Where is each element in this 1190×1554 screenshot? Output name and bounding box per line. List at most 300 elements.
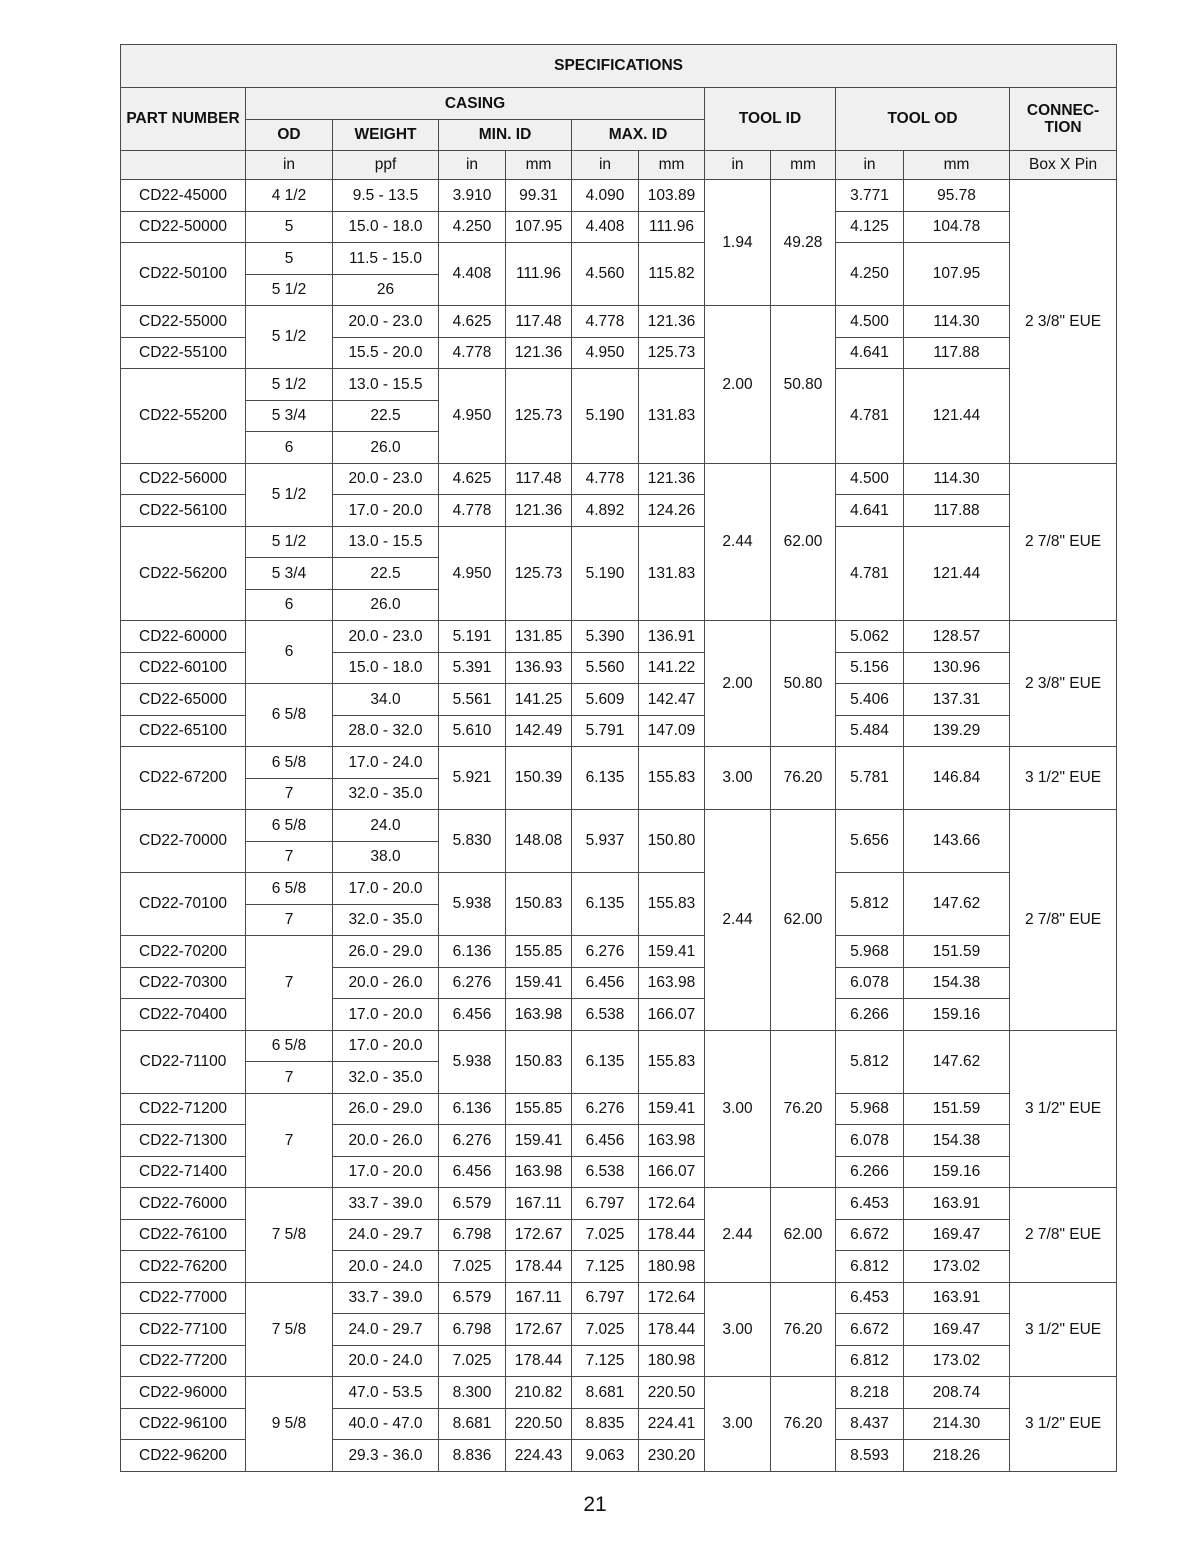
tool-od-mm-cell: 147.62	[904, 873, 1010, 936]
connection-cell: 3 1/2" EUE	[1010, 1030, 1117, 1188]
tool-id-in-cell: 2.44	[705, 810, 771, 1031]
max-id-mm-cell: 155.83	[639, 1030, 705, 1093]
tool-id-mm-cell: 76.20	[771, 747, 836, 810]
max-id-mm-cell: 155.83	[639, 747, 705, 810]
weight-cell: 15.5 - 20.0	[333, 337, 439, 369]
max-id-mm-cell: 131.83	[639, 526, 705, 621]
max-id-in-cell: 7.125	[572, 1251, 639, 1283]
min-id-in-cell: 8.300	[439, 1377, 506, 1409]
part-number-cell: CD22-70000	[121, 810, 246, 873]
tool-od-in-cell: 4.641	[836, 495, 904, 527]
min-id-in-cell: 6.276	[439, 967, 506, 999]
min-id-in-cell: 4.950	[439, 526, 506, 621]
part-number-cell: CD22-77200	[121, 1345, 246, 1377]
part-number-cell: CD22-50000	[121, 211, 246, 243]
weight-cell: 20.0 - 24.0	[333, 1345, 439, 1377]
tool-od-in-cell: 6.672	[836, 1219, 904, 1251]
max-id-in-cell: 6.276	[572, 936, 639, 968]
min-id-mm-cell: 142.49	[506, 715, 572, 747]
min-id-mm-cell: 117.48	[506, 463, 572, 495]
tool-od-in-cell: 4.500	[836, 463, 904, 495]
tool-od-in-cell: 8.437	[836, 1408, 904, 1440]
min-id-mm-cell: 121.36	[506, 495, 572, 527]
min-id-in-cell: 6.579	[439, 1188, 506, 1220]
max-id-mm-cell: 224.41	[639, 1408, 705, 1440]
tool-od-mm-cell: 163.91	[904, 1282, 1010, 1314]
tool-id-in-cell: 3.00	[705, 1030, 771, 1188]
min-id-in-cell: 7.025	[439, 1251, 506, 1283]
connection-cell: 2 7/8" EUE	[1010, 1188, 1117, 1283]
weight-cell: 26.0	[333, 589, 439, 621]
part-number-cell: CD22-76000	[121, 1188, 246, 1220]
max-id-mm-cell: 163.98	[639, 1125, 705, 1157]
min-id-in-cell: 6.456	[439, 1156, 506, 1188]
tool-od-in-cell: 6.078	[836, 1125, 904, 1157]
min-id-in-cell: 5.921	[439, 747, 506, 810]
part-number-cell: CD22-56000	[121, 463, 246, 495]
tool-od-mm-cell: 114.30	[904, 306, 1010, 338]
od-cell: 7	[246, 778, 333, 810]
table-row	[121, 306, 1117, 338]
od-cell: 6 5/8	[246, 1030, 333, 1062]
tool-od-mm-cell: 169.47	[904, 1219, 1010, 1251]
part-number-cell: CD22-70300	[121, 967, 246, 999]
weight-cell: 34.0	[333, 684, 439, 716]
max-id-mm-cell: 103.89	[639, 180, 705, 212]
tool-od-in-cell: 4.250	[836, 243, 904, 306]
weight-cell: 17.0 - 20.0	[333, 1156, 439, 1188]
part-number-cell: CD22-76200	[121, 1251, 246, 1283]
weight-cell: 17.0 - 20.0	[333, 873, 439, 905]
weight-cell: 33.7 - 39.0	[333, 1282, 439, 1314]
max-id-mm-cell: 180.98	[639, 1251, 705, 1283]
tool-od-mm-cell: 154.38	[904, 1125, 1010, 1157]
part-number-cell: CD22-77000	[121, 1282, 246, 1314]
max-id-mm-cell: 172.64	[639, 1188, 705, 1220]
weight-cell: 24.0 - 29.7	[333, 1219, 439, 1251]
tool-od-in-cell: 5.062	[836, 621, 904, 653]
min-id-in-cell: 6.276	[439, 1125, 506, 1157]
min-id-in-cell: 8.681	[439, 1408, 506, 1440]
max-id-in-cell: 5.190	[572, 526, 639, 621]
tool-id-in-cell: 3.00	[705, 1282, 771, 1377]
od-cell: 4 1/2	[246, 180, 333, 212]
weight-cell: 20.0 - 26.0	[333, 967, 439, 999]
min-id-in-cell: 4.408	[439, 243, 506, 306]
od-cell: 5 1/2	[246, 463, 333, 526]
max-id-in-cell: 6.135	[572, 1030, 639, 1093]
tool-id-mm-cell: 62.00	[771, 810, 836, 1031]
tool-od-mm-cell: 169.47	[904, 1314, 1010, 1346]
max-id-in-cell: 6.456	[572, 1125, 639, 1157]
weight-cell: 17.0 - 20.0	[333, 495, 439, 527]
part-number-cell: CD22-77100	[121, 1314, 246, 1346]
min-id-mm-cell: 172.67	[506, 1219, 572, 1251]
tool-od-in-cell: 4.125	[836, 211, 904, 243]
max-id-in-cell: 8.681	[572, 1377, 639, 1409]
tool-od-in-cell: 4.781	[836, 526, 904, 621]
max-id-mm-cell: 159.41	[639, 936, 705, 968]
part-number-cell: CD22-71200	[121, 1093, 246, 1125]
od-cell: 5	[246, 211, 333, 243]
od-cell: 5 1/2	[246, 306, 333, 369]
table-row	[121, 684, 1117, 716]
min-id-mm-cell: 125.73	[506, 526, 572, 621]
tool-od-mm-cell: 173.02	[904, 1251, 1010, 1283]
min-id-in-cell: 8.836	[439, 1440, 506, 1472]
max-id-in-cell: 4.950	[572, 337, 639, 369]
part-number-cell: CD22-70200	[121, 936, 246, 968]
od-cell: 5 1/2	[246, 274, 333, 306]
unit-cell: mm	[506, 151, 572, 180]
tool-od-in-cell: 6.812	[836, 1251, 904, 1283]
tool-od-in-cell: 6.078	[836, 967, 904, 999]
tool-od-mm-cell: 159.16	[904, 999, 1010, 1031]
unit-cell: mm	[639, 151, 705, 180]
min-id-mm-cell: 148.08	[506, 810, 572, 873]
min-id-in-cell: 5.391	[439, 652, 506, 684]
max-id-in-cell: 6.538	[572, 999, 639, 1031]
tool-od-in-cell: 4.500	[836, 306, 904, 338]
part-number-cell: CD22-55000	[121, 306, 246, 338]
tool-od-in-cell: 4.641	[836, 337, 904, 369]
min-id-in-cell: 7.025	[439, 1345, 506, 1377]
max-id-in-cell: 4.090	[572, 180, 639, 212]
tool-od-in-cell: 4.781	[836, 369, 904, 464]
min-id-in-cell: 6.798	[439, 1314, 506, 1346]
min-id-mm-cell: 150.39	[506, 747, 572, 810]
tool-od-mm-cell: 214.30	[904, 1408, 1010, 1440]
max-id-in-cell: 6.538	[572, 1156, 639, 1188]
tool-od-mm-cell: 163.91	[904, 1188, 1010, 1220]
part-number-cell: CD22-96200	[121, 1440, 246, 1472]
weight-cell: 32.0 - 35.0	[333, 1062, 439, 1094]
max-id-in-cell: 6.276	[572, 1093, 639, 1125]
max-id-mm-cell: 141.22	[639, 652, 705, 684]
max-id-in-cell: 5.937	[572, 810, 639, 873]
od-cell: 7 5/8	[246, 1188, 333, 1283]
min-id-in-cell: 5.830	[439, 810, 506, 873]
unit-cell-blank	[121, 151, 246, 180]
tool-id-in-cell: 1.94	[705, 180, 771, 306]
min-id-in-cell: 4.625	[439, 463, 506, 495]
tool-od-mm-cell: 159.16	[904, 1156, 1010, 1188]
tool-od-mm-cell: 208.74	[904, 1377, 1010, 1409]
min-id-mm-cell: 150.83	[506, 873, 572, 936]
weight-cell: 20.0 - 26.0	[333, 1125, 439, 1157]
max-id-in-cell: 4.778	[572, 306, 639, 338]
tool-od-in-cell: 6.266	[836, 999, 904, 1031]
tool-od-mm-cell: 146.84	[904, 747, 1010, 810]
od-cell: 6	[246, 432, 333, 464]
tool-od-in-cell: 5.968	[836, 936, 904, 968]
tool-od-in-cell: 5.812	[836, 1030, 904, 1093]
part-number-cell: CD22-96000	[121, 1377, 246, 1409]
max-id-in-cell: 5.609	[572, 684, 639, 716]
header-od: OD	[246, 119, 333, 151]
unit-cell: mm	[904, 151, 1010, 180]
header-weight: WEIGHT	[333, 119, 439, 151]
tool-od-in-cell: 5.156	[836, 652, 904, 684]
max-id-mm-cell: 124.26	[639, 495, 705, 527]
min-id-mm-cell: 224.43	[506, 1440, 572, 1472]
max-id-mm-cell: 166.07	[639, 1156, 705, 1188]
max-id-mm-cell: 150.80	[639, 810, 705, 873]
tool-od-in-cell: 5.406	[836, 684, 904, 716]
max-id-in-cell: 5.791	[572, 715, 639, 747]
weight-cell: 24.0	[333, 810, 439, 842]
weight-cell: 17.0 - 20.0	[333, 1030, 439, 1062]
tool-od-in-cell: 6.266	[836, 1156, 904, 1188]
unit-cell: in	[572, 151, 639, 180]
unit-cell: Box X Pin	[1010, 151, 1117, 180]
max-id-in-cell: 4.408	[572, 211, 639, 243]
weight-cell: 9.5 - 13.5	[333, 180, 439, 212]
table-row	[121, 463, 1117, 495]
min-id-mm-cell: 141.25	[506, 684, 572, 716]
part-number-cell: CD22-65000	[121, 684, 246, 716]
od-cell: 7 5/8	[246, 1282, 333, 1377]
tool-id-mm-cell: 50.80	[771, 306, 836, 464]
tool-id-mm-cell: 62.00	[771, 1188, 836, 1283]
tool-od-mm-cell: 117.88	[904, 495, 1010, 527]
min-id-in-cell: 5.191	[439, 621, 506, 653]
od-cell: 6 5/8	[246, 684, 333, 747]
min-id-mm-cell: 172.67	[506, 1314, 572, 1346]
tool-id-in-cell: 2.00	[705, 306, 771, 464]
weight-cell: 13.0 - 15.5	[333, 369, 439, 401]
part-number-cell: CD22-60100	[121, 652, 246, 684]
max-id-mm-cell: 159.41	[639, 1093, 705, 1125]
tool-od-in-cell: 6.453	[836, 1282, 904, 1314]
table-row	[121, 747, 1117, 779]
min-id-mm-cell: 167.11	[506, 1188, 572, 1220]
table-row	[121, 621, 1117, 653]
weight-cell: 26.0	[333, 432, 439, 464]
table-title: SPECIFICATIONS	[121, 45, 1117, 88]
page-number: 21	[583, 1493, 607, 1516]
header-tool-od: TOOL OD	[836, 88, 1010, 151]
max-id-mm-cell: 178.44	[639, 1219, 705, 1251]
min-id-mm-cell: 136.93	[506, 652, 572, 684]
min-id-in-cell: 6.798	[439, 1219, 506, 1251]
weight-cell: 26	[333, 274, 439, 306]
min-id-mm-cell: 155.85	[506, 1093, 572, 1125]
connection-cell: 3 1/2" EUE	[1010, 1377, 1117, 1472]
table-body	[121, 180, 1117, 1472]
table-row	[121, 180, 1117, 212]
part-number-cell: CD22-71300	[121, 1125, 246, 1157]
max-id-in-cell: 5.390	[572, 621, 639, 653]
min-id-in-cell: 5.561	[439, 684, 506, 716]
tool-od-mm-cell: 143.66	[904, 810, 1010, 873]
table-row	[121, 526, 1117, 558]
tool-id-mm-cell: 76.20	[771, 1282, 836, 1377]
min-id-mm-cell: 155.85	[506, 936, 572, 968]
max-id-in-cell: 6.135	[572, 747, 639, 810]
weight-cell: 20.0 - 24.0	[333, 1251, 439, 1283]
min-id-in-cell: 6.136	[439, 1093, 506, 1125]
unit-cell: in	[836, 151, 904, 180]
max-id-mm-cell: 178.44	[639, 1314, 705, 1346]
weight-cell: 17.0 - 20.0	[333, 999, 439, 1031]
min-id-mm-cell: 220.50	[506, 1408, 572, 1440]
weight-cell: 20.0 - 23.0	[333, 621, 439, 653]
tool-od-in-cell: 5.812	[836, 873, 904, 936]
weight-cell: 29.3 - 36.0	[333, 1440, 439, 1472]
table-row	[121, 936, 1117, 968]
weight-cell: 40.0 - 47.0	[333, 1408, 439, 1440]
tool-od-in-cell: 5.656	[836, 810, 904, 873]
unit-cell: in	[439, 151, 506, 180]
min-id-mm-cell: 163.98	[506, 999, 572, 1031]
max-id-mm-cell: 180.98	[639, 1345, 705, 1377]
header-connection: CONNEC- TION	[1010, 88, 1117, 151]
max-id-in-cell: 7.025	[572, 1314, 639, 1346]
table-row	[121, 1282, 1117, 1314]
min-id-mm-cell: 117.48	[506, 306, 572, 338]
max-id-mm-cell: 111.96	[639, 211, 705, 243]
tool-od-mm-cell: 107.95	[904, 243, 1010, 306]
od-cell: 6 5/8	[246, 873, 333, 905]
part-number-cell: CD22-56100	[121, 495, 246, 527]
tool-od-in-cell: 5.968	[836, 1093, 904, 1125]
od-cell: 5 3/4	[246, 400, 333, 432]
header-min-id: MIN. ID	[439, 119, 572, 151]
min-id-in-cell: 6.136	[439, 936, 506, 968]
part-number-cell: CD22-70100	[121, 873, 246, 936]
part-number-cell: CD22-55200	[121, 369, 246, 464]
tool-id-in-cell: 2.00	[705, 621, 771, 747]
weight-cell: 15.0 - 18.0	[333, 652, 439, 684]
min-id-mm-cell: 178.44	[506, 1251, 572, 1283]
header-max-id: MAX. ID	[572, 119, 705, 151]
tool-od-mm-cell: 147.62	[904, 1030, 1010, 1093]
tool-od-mm-cell: 121.44	[904, 369, 1010, 464]
min-id-mm-cell: 111.96	[506, 243, 572, 306]
max-id-in-cell: 7.125	[572, 1345, 639, 1377]
od-cell: 7	[246, 904, 333, 936]
tool-id-in-cell: 3.00	[705, 1377, 771, 1472]
table-row	[121, 1030, 1117, 1062]
part-number-cell: CD22-45000	[121, 180, 246, 212]
tool-id-in-cell: 3.00	[705, 747, 771, 810]
max-id-in-cell: 6.456	[572, 967, 639, 999]
part-number-cell: CD22-56200	[121, 526, 246, 621]
unit-cell: mm	[771, 151, 836, 180]
part-number-cell: CD22-70400	[121, 999, 246, 1031]
min-id-in-cell: 6.579	[439, 1282, 506, 1314]
min-id-mm-cell: 210.82	[506, 1377, 572, 1409]
od-cell: 7	[246, 1093, 333, 1188]
tool-od-in-cell: 5.781	[836, 747, 904, 810]
od-cell: 6	[246, 621, 333, 684]
specifications-table	[120, 44, 1117, 1472]
tool-id-mm-cell: 49.28	[771, 180, 836, 306]
weight-cell: 17.0 - 24.0	[333, 747, 439, 779]
tool-od-mm-cell: 117.88	[904, 337, 1010, 369]
max-id-in-cell: 4.778	[572, 463, 639, 495]
weight-cell: 15.0 - 18.0	[333, 211, 439, 243]
connection-cell: 3 1/2" EUE	[1010, 747, 1117, 810]
table-row	[121, 1188, 1117, 1220]
weight-cell: 24.0 - 29.7	[333, 1314, 439, 1346]
part-number-cell: CD22-65100	[121, 715, 246, 747]
weight-cell: 32.0 - 35.0	[333, 904, 439, 936]
tool-id-in-cell: 2.44	[705, 1188, 771, 1283]
od-cell: 6 5/8	[246, 747, 333, 779]
connection-cell: 2 7/8" EUE	[1010, 810, 1117, 1031]
tool-od-mm-cell: 151.59	[904, 1093, 1010, 1125]
min-id-in-cell: 5.938	[439, 873, 506, 936]
min-id-mm-cell: 99.31	[506, 180, 572, 212]
tool-od-mm-cell: 104.78	[904, 211, 1010, 243]
od-cell: 5 1/2	[246, 526, 333, 558]
tool-od-in-cell: 6.672	[836, 1314, 904, 1346]
table-row	[121, 1093, 1117, 1125]
od-cell: 5	[246, 243, 333, 275]
weight-cell: 26.0 - 29.0	[333, 936, 439, 968]
max-id-mm-cell: 136.91	[639, 621, 705, 653]
header-casing: CASING	[246, 88, 705, 120]
min-id-in-cell: 5.610	[439, 715, 506, 747]
part-number-cell: CD22-60000	[121, 621, 246, 653]
min-id-mm-cell: 125.73	[506, 369, 572, 464]
tool-od-in-cell: 8.218	[836, 1377, 904, 1409]
od-cell: 9 5/8	[246, 1377, 333, 1472]
max-id-in-cell: 8.835	[572, 1408, 639, 1440]
max-id-in-cell: 5.190	[572, 369, 639, 464]
weight-cell: 20.0 - 23.0	[333, 463, 439, 495]
min-id-in-cell: 6.456	[439, 999, 506, 1031]
weight-cell: 33.7 - 39.0	[333, 1188, 439, 1220]
part-number-cell: CD22-55100	[121, 337, 246, 369]
od-cell: 5 3/4	[246, 558, 333, 590]
part-number-cell: CD22-76100	[121, 1219, 246, 1251]
tool-od-in-cell: 6.812	[836, 1345, 904, 1377]
tool-od-mm-cell: 137.31	[904, 684, 1010, 716]
part-number-cell: CD22-50100	[121, 243, 246, 306]
tool-od-mm-cell: 130.96	[904, 652, 1010, 684]
tool-od-mm-cell: 151.59	[904, 936, 1010, 968]
min-id-mm-cell: 131.85	[506, 621, 572, 653]
max-id-mm-cell: 142.47	[639, 684, 705, 716]
min-id-mm-cell: 163.98	[506, 1156, 572, 1188]
weight-cell: 22.5	[333, 400, 439, 432]
max-id-mm-cell: 115.82	[639, 243, 705, 306]
tool-od-mm-cell: 121.44	[904, 526, 1010, 621]
connection-cell: 3 1/2" EUE	[1010, 1282, 1117, 1377]
connection-cell: 2 3/8" EUE	[1010, 621, 1117, 747]
max-id-in-cell: 5.560	[572, 652, 639, 684]
min-id-mm-cell: 107.95	[506, 211, 572, 243]
part-number-cell: CD22-71100	[121, 1030, 246, 1093]
max-id-mm-cell: 220.50	[639, 1377, 705, 1409]
weight-cell: 32.0 - 35.0	[333, 778, 439, 810]
part-number-cell: CD22-96100	[121, 1408, 246, 1440]
tool-od-in-cell: 6.453	[836, 1188, 904, 1220]
max-id-in-cell: 6.797	[572, 1282, 639, 1314]
max-id-mm-cell: 131.83	[639, 369, 705, 464]
min-id-in-cell: 3.910	[439, 180, 506, 212]
unit-cell: in	[246, 151, 333, 180]
tool-id-mm-cell: 62.00	[771, 463, 836, 621]
max-id-mm-cell: 166.07	[639, 999, 705, 1031]
table-row	[121, 369, 1117, 401]
min-id-mm-cell: 159.41	[506, 1125, 572, 1157]
weight-cell: 20.0 - 23.0	[333, 306, 439, 338]
tool-id-mm-cell: 50.80	[771, 621, 836, 747]
